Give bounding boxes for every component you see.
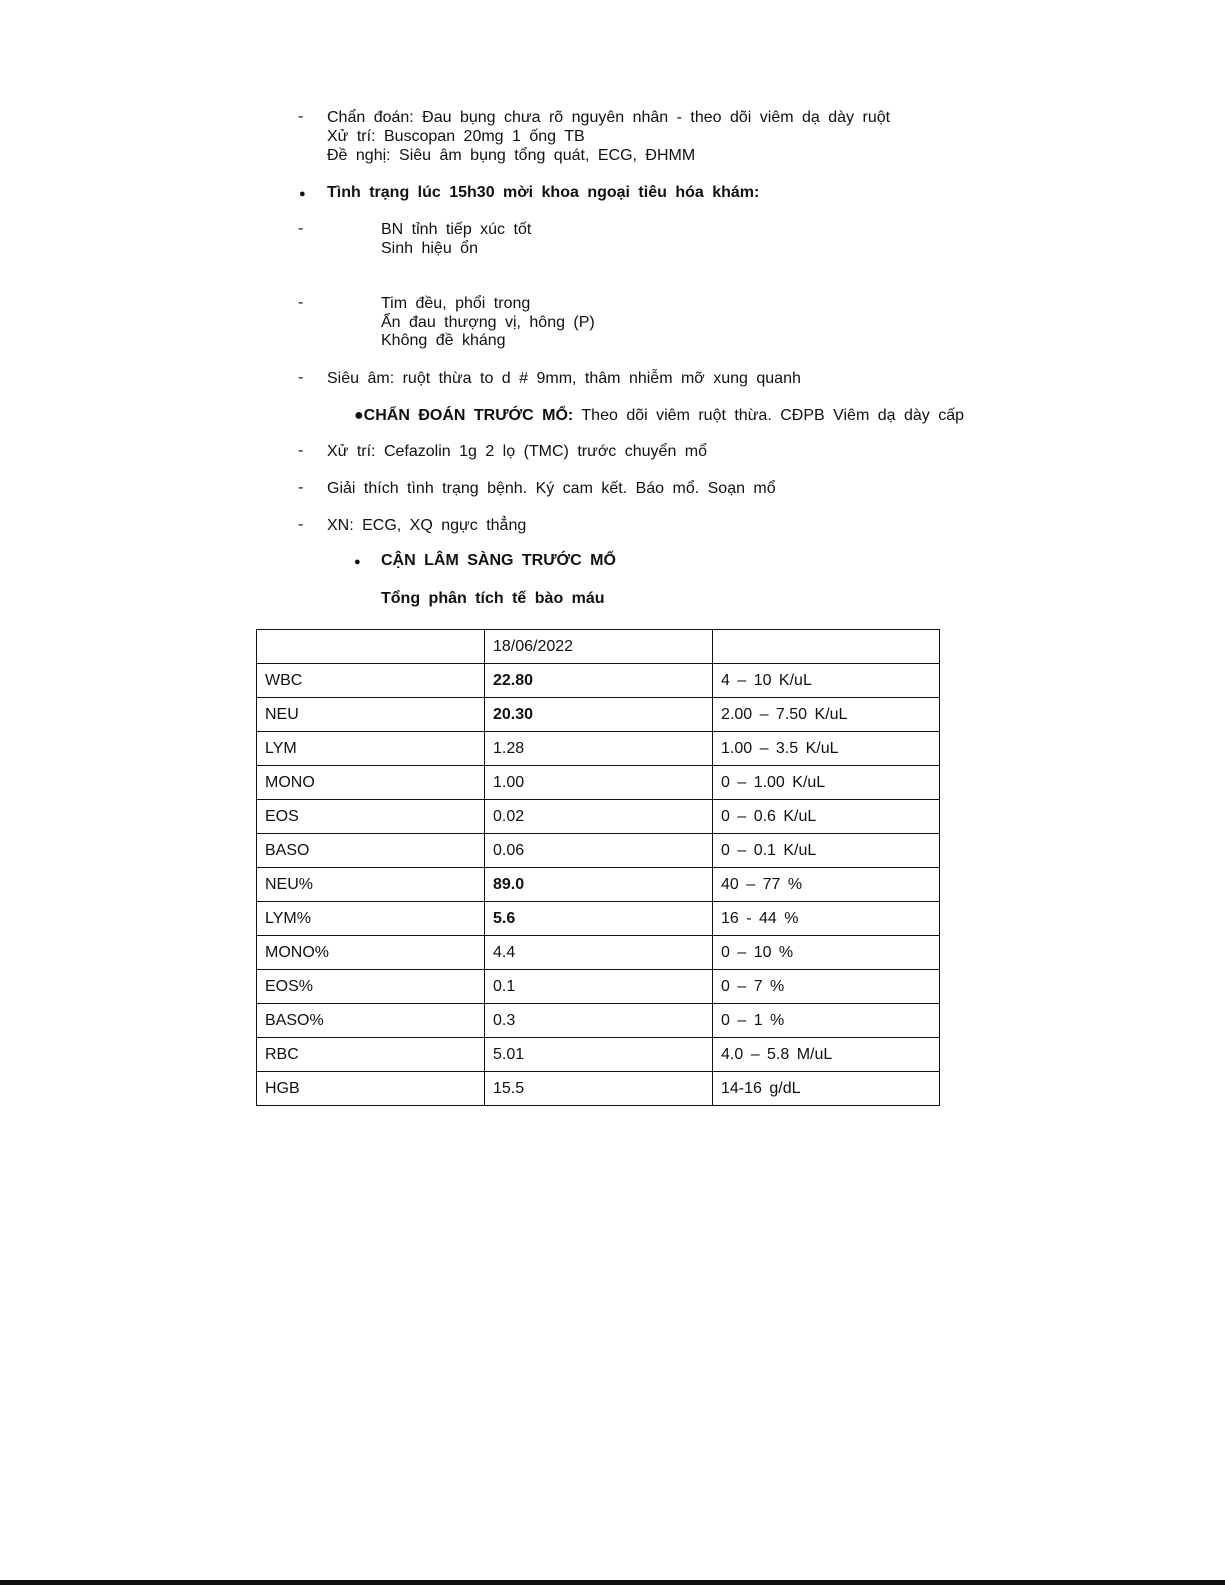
value-cell: 15.5 xyxy=(485,1072,713,1106)
explain-line: Giải thích tình trạng bệnh. Ký cam kết. Báo mổ. Soạn mổ xyxy=(327,480,776,497)
parameter-cell: BASO xyxy=(257,834,485,868)
value-cell: 1.00 xyxy=(485,766,713,800)
reference-range-cell: 4.0 – 5.8 M/uL xyxy=(713,1038,940,1072)
table-row xyxy=(257,834,940,868)
cbc-heading: Tổng phân tích tế bào máu xyxy=(381,590,605,607)
reference-range-cell: 40 – 77 % xyxy=(713,868,940,902)
dash-marker xyxy=(298,294,312,312)
parameter-cell: LYM% xyxy=(257,902,485,936)
parameter-cell: HGB xyxy=(257,1072,485,1106)
dash-marker xyxy=(298,369,312,387)
bullet-icon: ● xyxy=(354,407,364,424)
parameter-cell: NEU% xyxy=(257,868,485,902)
parameter-cell: LYM xyxy=(257,732,485,766)
value-cell: 5.6 xyxy=(485,902,713,936)
table-row xyxy=(257,800,940,834)
ultrasound-line: Siêu âm: ruột thừa to d # 9mm, thâm nhiễm mỡ xung quanh xyxy=(327,370,801,387)
table-header-row xyxy=(257,630,940,664)
header-cell xyxy=(257,630,485,664)
parameter-cell: EOS xyxy=(257,800,485,834)
page-bottom-border xyxy=(0,1580,1225,1585)
tests-line: XN: ECG, XQ ngực thẳng xyxy=(327,517,527,534)
table-row xyxy=(257,1072,940,1106)
value-cell: 22.80 xyxy=(485,664,713,698)
status-item: Ấn đau thượng vị, hông (P) xyxy=(381,314,595,331)
dash-marker xyxy=(298,479,312,497)
value-cell: 20.30 xyxy=(485,698,713,732)
reference-range-cell: 0 – 0.6 K/uL xyxy=(713,800,940,834)
value-cell: 0.1 xyxy=(485,970,713,1004)
reference-range-cell: 1.00 – 3.5 K/uL xyxy=(713,732,940,766)
value-cell: 0.3 xyxy=(485,1004,713,1038)
labs-heading: CẬN LÂM SÀNG TRƯỚC MỔ xyxy=(381,552,616,569)
value-cell: 0.02 xyxy=(485,800,713,834)
parameter-cell: NEU xyxy=(257,698,485,732)
dash-marker xyxy=(298,108,312,126)
treatment-line: Xử trí: Cefazolin 1g 2 lọ (TMC) trước chuyển mổ xyxy=(327,443,708,460)
table-row xyxy=(257,1038,940,1072)
reference-range-cell: 16 - 44 % xyxy=(713,902,940,936)
reference-range-cell: 4 – 10 K/uL xyxy=(713,664,940,698)
value-cell: 0.06 xyxy=(485,834,713,868)
date-header-cell: 18/06/2022 xyxy=(485,630,713,664)
reference-range-cell: 0 – 7 % xyxy=(713,970,940,1004)
parameter-cell: BASO% xyxy=(257,1004,485,1038)
table-row xyxy=(257,936,940,970)
status-item: Không đề kháng xyxy=(381,332,506,349)
dash-marker xyxy=(298,442,312,460)
value-cell: 4.4 xyxy=(485,936,713,970)
reference-range-cell: 0 – 1.00 K/uL xyxy=(713,766,940,800)
preop-diagnosis xyxy=(354,406,964,425)
parameter-cell: WBC xyxy=(257,664,485,698)
table-row xyxy=(257,732,940,766)
parameter-cell: MONO xyxy=(257,766,485,800)
parameter-cell: EOS% xyxy=(257,970,485,1004)
parameter-cell: MONO% xyxy=(257,936,485,970)
table-row xyxy=(257,1004,940,1038)
reference-range-cell: 0 – 10 % xyxy=(713,936,940,970)
treatment-line: Xử trí: Buscopan 20mg 1 ống TB xyxy=(327,128,585,145)
reference-range-cell: 14-16 g/dL xyxy=(713,1072,940,1106)
header-cell xyxy=(713,630,940,664)
table-row xyxy=(257,868,940,902)
bullet-icon xyxy=(354,551,364,561)
cbc-table xyxy=(256,629,940,1106)
dash-marker xyxy=(298,220,312,238)
diagnosis-line: Chẩn đoán: Đau bụng chưa rõ nguyên nhân - theo dõi viêm dạ dày ruột xyxy=(327,109,891,126)
reference-range-cell: 0 – 0.1 K/uL xyxy=(713,834,940,868)
status-item: BN tỉnh tiếp xúc tốt xyxy=(381,221,532,238)
reference-range-cell: 2.00 – 7.50 K/uL xyxy=(713,698,940,732)
value-cell: 5.01 xyxy=(485,1038,713,1072)
bullet-icon xyxy=(299,183,309,193)
reference-range-cell: 0 – 1 % xyxy=(713,1004,940,1038)
table-row xyxy=(257,970,940,1004)
table-row xyxy=(257,698,940,732)
table-row xyxy=(257,902,940,936)
preop-diagnosis-text: Theo dõi viêm ruột thừa. CĐPB Viêm dạ dày cấp xyxy=(581,407,964,424)
table-row xyxy=(257,766,940,800)
value-cell: 1.28 xyxy=(485,732,713,766)
recommendation-line: Đề nghị: Siêu âm bụng tổng quát, ECG, ĐHMM xyxy=(327,147,696,164)
dash-marker xyxy=(298,516,312,534)
preop-diagnosis-label: CHẨN ĐOÁN TRƯỚC MỔ: xyxy=(363,407,574,424)
parameter-cell: RBC xyxy=(257,1038,485,1072)
status-item: Tim đều, phổi trong xyxy=(381,295,531,312)
status-heading: Tình trạng lúc 15h30 mời khoa ngoại tiêu hóa khám: xyxy=(327,184,760,201)
table-row xyxy=(257,664,940,698)
status-item: Sinh hiệu ổn xyxy=(381,240,478,257)
value-cell: 89.0 xyxy=(485,868,713,902)
